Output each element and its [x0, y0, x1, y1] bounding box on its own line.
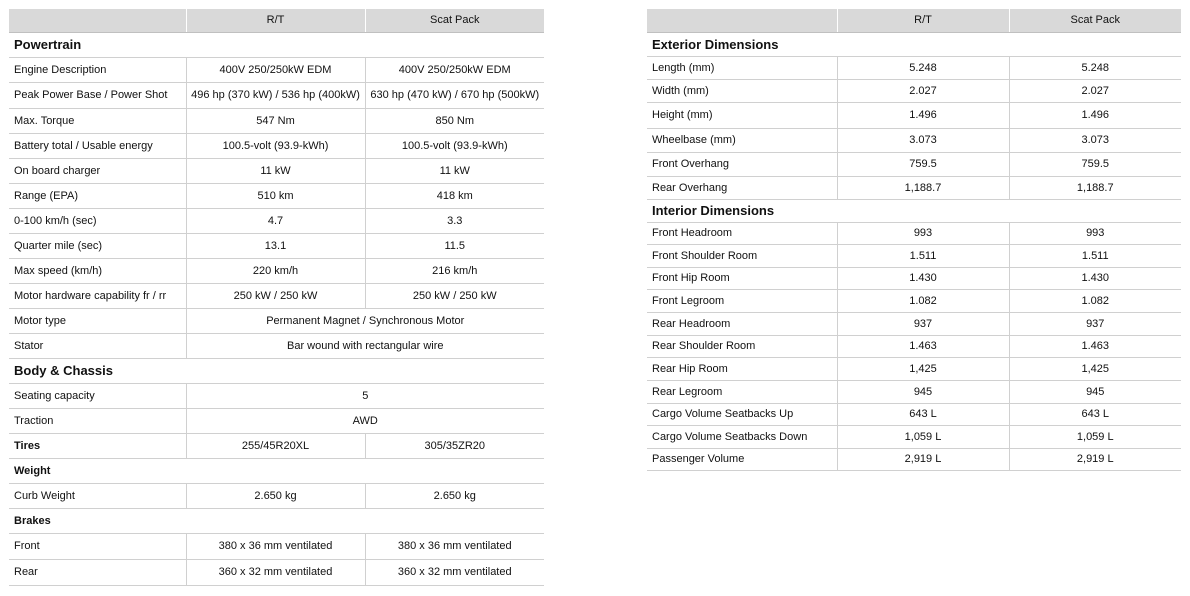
spec-label: Motor hardware capability fr / rr	[9, 283, 186, 308]
section-header-body-and-chassis	[9, 358, 544, 383]
spec-value-rt: 1,425	[837, 357, 1009, 380]
spec-label: Seating capacity	[9, 383, 186, 408]
spec-label: Front Legroom	[647, 289, 837, 312]
spec-value-scat-pack: 1,059 L	[1009, 425, 1181, 448]
spec-value-rt: 5.248	[837, 56, 1009, 79]
spec-row-width-mm	[647, 79, 1181, 102]
spec-value-rt: 2.650 kg	[186, 483, 365, 508]
spec-label: Peak Power Base / Power Shot	[9, 82, 186, 108]
spec-value-rt: 3.073	[837, 128, 1009, 152]
spec-value-rt: 643 L	[837, 403, 1009, 425]
spec-label: Range (EPA)	[9, 183, 186, 208]
spec-value-rt: 400V 250/250kW EDM	[186, 57, 365, 82]
spec-value-scat-pack: 5.248	[1009, 56, 1181, 79]
spec-value-rt: 945	[837, 380, 1009, 403]
spec-row-tires	[9, 433, 544, 458]
left-spec-table	[9, 9, 544, 586]
spec-label: Max. Torque	[9, 108, 186, 133]
spec-value-scat-pack: 380 x 36 mm ventilated	[365, 533, 544, 559]
spec-value-shared: 5	[186, 383, 544, 408]
spec-value-rt: 1,188.7	[837, 176, 1009, 199]
spec-value-rt: 360 x 32 mm ventilated	[186, 559, 365, 585]
spec-value-scat-pack: 993	[1009, 222, 1181, 244]
spec-row-seating-capacity	[9, 383, 544, 408]
spec-row-max-torque	[9, 108, 544, 133]
spec-row-range-epa	[9, 183, 544, 208]
spec-label: Front Shoulder Room	[647, 244, 837, 267]
spec-row-passenger-volume	[647, 448, 1181, 470]
spec-row-rear-overhang	[647, 176, 1181, 199]
spec-label: Passenger Volume	[647, 448, 837, 470]
spec-label: Quarter mile (sec)	[9, 233, 186, 258]
spec-row-front-headroom	[647, 222, 1181, 244]
header-rt: R/T	[837, 9, 1009, 32]
spec-value-scat-pack: 360 x 32 mm ventilated	[365, 559, 544, 585]
spec-row-stator	[9, 333, 544, 358]
subsection-title: Brakes	[9, 508, 544, 533]
spec-row-rear-legroom	[647, 380, 1181, 403]
spec-row-rear-hip-room	[647, 357, 1181, 380]
spec-label: Height (mm)	[647, 102, 837, 128]
spec-value-rt: 13.1	[186, 233, 365, 258]
spec-row-motor-hardware-capability-fr-rr	[9, 283, 544, 308]
spec-value-scat-pack: 2.027	[1009, 79, 1181, 102]
spec-value-rt: 255/45R20XL	[186, 433, 365, 458]
section-title: Interior Dimensions	[647, 199, 1181, 222]
spec-row-cargo-volume-seatbacks-up	[647, 403, 1181, 425]
spec-row-height-mm	[647, 102, 1181, 128]
spec-value-rt: 4.7	[186, 208, 365, 233]
spec-label: Rear Headroom	[647, 312, 837, 335]
header-blank-cell	[647, 9, 837, 32]
spec-value-scat-pack: 1.082	[1009, 289, 1181, 312]
spec-row-traction	[9, 408, 544, 433]
right-spec-table	[647, 9, 1181, 471]
spec-value-scat-pack: 2,919 L	[1009, 448, 1181, 470]
spec-row-weight	[9, 458, 544, 483]
spec-row-max-speed-km-h	[9, 258, 544, 283]
spec-label: Cargo Volume Seatbacks Down	[647, 425, 837, 448]
header-rt: R/T	[186, 9, 365, 32]
spec-row-rear-shoulder-room	[647, 335, 1181, 357]
spec-label: Cargo Volume Seatbacks Up	[647, 403, 837, 425]
spec-label: Front Headroom	[647, 222, 837, 244]
spec-value-scat-pack: 250 kW / 250 kW	[365, 283, 544, 308]
spec-row-curb-weight	[9, 483, 544, 508]
column-header-row	[9, 9, 544, 32]
spec-label: Motor type	[9, 308, 186, 333]
spec-row-quarter-mile-sec	[9, 233, 544, 258]
spec-row-0-100-km-h-sec	[9, 208, 544, 233]
spec-value-shared: Bar wound with rectangular wire	[186, 333, 544, 358]
spec-row-engine-description	[9, 57, 544, 82]
spec-value-rt: 1.430	[837, 267, 1009, 289]
spec-value-rt: 759.5	[837, 152, 1009, 176]
spec-row-on-board-charger	[9, 158, 544, 183]
spec-value-scat-pack: 305/35ZR20	[365, 433, 544, 458]
subsection-title: Weight	[9, 458, 544, 483]
spec-row-brakes	[9, 508, 544, 533]
spec-value-rt: 1,059 L	[837, 425, 1009, 448]
spec-value-scat-pack: 759.5	[1009, 152, 1181, 176]
spec-value-scat-pack: 850 Nm	[365, 108, 544, 133]
spec-label: Width (mm)	[647, 79, 837, 102]
spec-label: Front Hip Room	[647, 267, 837, 289]
spec-row-length-mm	[647, 56, 1181, 79]
section-title: Powertrain	[9, 32, 544, 57]
spec-label: Battery total / Usable energy	[9, 133, 186, 158]
spec-label: Engine Description	[9, 57, 186, 82]
spec-value-scat-pack: 945	[1009, 380, 1181, 403]
spec-value-rt: 2.027	[837, 79, 1009, 102]
spec-label: On board charger	[9, 158, 186, 183]
spec-value-rt: 220 km/h	[186, 258, 365, 283]
spec-value-scat-pack: 1.463	[1009, 335, 1181, 357]
spec-value-scat-pack: 2.650 kg	[365, 483, 544, 508]
spec-label: Rear Hip Room	[647, 357, 837, 380]
header-scat-pack: Scat Pack	[365, 9, 544, 32]
spec-row-wheelbase-mm	[647, 128, 1181, 152]
spec-label: Length (mm)	[647, 56, 837, 79]
spec-row-peak-power-base-power-shot	[9, 82, 544, 108]
spec-value-scat-pack: 937	[1009, 312, 1181, 335]
spec-value-rt: 1.463	[837, 335, 1009, 357]
spec-row-motor-type	[9, 308, 544, 333]
spec-row-cargo-volume-seatbacks-down	[647, 425, 1181, 448]
spec-value-rt: 547 Nm	[186, 108, 365, 133]
spec-value-scat-pack: 1.496	[1009, 102, 1181, 128]
spec-value-scat-pack: 1,425	[1009, 357, 1181, 380]
spec-value-rt: 1.511	[837, 244, 1009, 267]
spec-value-scat-pack: 418 km	[365, 183, 544, 208]
spec-row-rear-headroom	[647, 312, 1181, 335]
spec-value-scat-pack: 1,188.7	[1009, 176, 1181, 199]
spec-value-rt: 11 kW	[186, 158, 365, 183]
spec-value-rt: 2,919 L	[837, 448, 1009, 470]
header-scat-pack: Scat Pack	[1009, 9, 1181, 32]
spec-row-front-legroom	[647, 289, 1181, 312]
spec-label: Rear Legroom	[647, 380, 837, 403]
spec-value-scat-pack: 216 km/h	[365, 258, 544, 283]
spec-row-front	[9, 533, 544, 559]
spec-label: Traction	[9, 408, 186, 433]
spec-value-rt: 510 km	[186, 183, 365, 208]
spec-value-rt: 380 x 36 mm ventilated	[186, 533, 365, 559]
section-header-interior-dimensions	[647, 199, 1181, 222]
section-header-powertrain	[9, 32, 544, 57]
spec-label: Wheelbase (mm)	[647, 128, 837, 152]
spec-value-rt: 100.5-volt (93.9-kWh)	[186, 133, 365, 158]
spec-label: Rear	[9, 559, 186, 585]
spec-value-scat-pack: 400V 250/250kW EDM	[365, 57, 544, 82]
spec-value-scat-pack: 3.073	[1009, 128, 1181, 152]
spec-value-rt: 993	[837, 222, 1009, 244]
spec-value-shared: AWD	[186, 408, 544, 433]
spec-row-front-shoulder-room	[647, 244, 1181, 267]
spec-value-scat-pack: 11.5	[365, 233, 544, 258]
spec-value-rt: 937	[837, 312, 1009, 335]
spec-row-front-overhang	[647, 152, 1181, 176]
spec-value-scat-pack: 3.3	[365, 208, 544, 233]
spec-label: Rear Shoulder Room	[647, 335, 837, 357]
spec-value-scat-pack: 1.430	[1009, 267, 1181, 289]
spec-row-front-hip-room	[647, 267, 1181, 289]
spec-value-rt: 1.082	[837, 289, 1009, 312]
column-header-row	[647, 9, 1181, 32]
spec-label: Tires	[9, 433, 186, 458]
spec-value-scat-pack: 643 L	[1009, 403, 1181, 425]
spec-value-scat-pack: 1.511	[1009, 244, 1181, 267]
spec-label: Front Overhang	[647, 152, 837, 176]
spec-label: 0-100 km/h (sec)	[9, 208, 186, 233]
header-blank-cell	[9, 9, 186, 32]
spec-value-scat-pack: 630 hp (470 kW) / 670 hp (500kW)	[365, 82, 544, 108]
spec-label: Front	[9, 533, 186, 559]
section-header-exterior-dimensions	[647, 32, 1181, 56]
spec-value-rt: 250 kW / 250 kW	[186, 283, 365, 308]
section-title: Body & Chassis	[9, 358, 544, 383]
section-title: Exterior Dimensions	[647, 32, 1181, 56]
spec-label: Stator	[9, 333, 186, 358]
spec-label: Rear Overhang	[647, 176, 837, 199]
spec-row-rear	[9, 559, 544, 585]
spec-value-shared: Permanent Magnet / Synchronous Motor	[186, 308, 544, 333]
spec-value-scat-pack: 100.5-volt (93.9-kWh)	[365, 133, 544, 158]
spec-label: Max speed (km/h)	[9, 258, 186, 283]
spec-row-battery-total-usable-energy	[9, 133, 544, 158]
spec-value-rt: 496 hp (370 kW) / 536 hp (400kW)	[186, 82, 365, 108]
spec-value-rt: 1.496	[837, 102, 1009, 128]
spec-label: Curb Weight	[9, 483, 186, 508]
spec-value-scat-pack: 11 kW	[365, 158, 544, 183]
